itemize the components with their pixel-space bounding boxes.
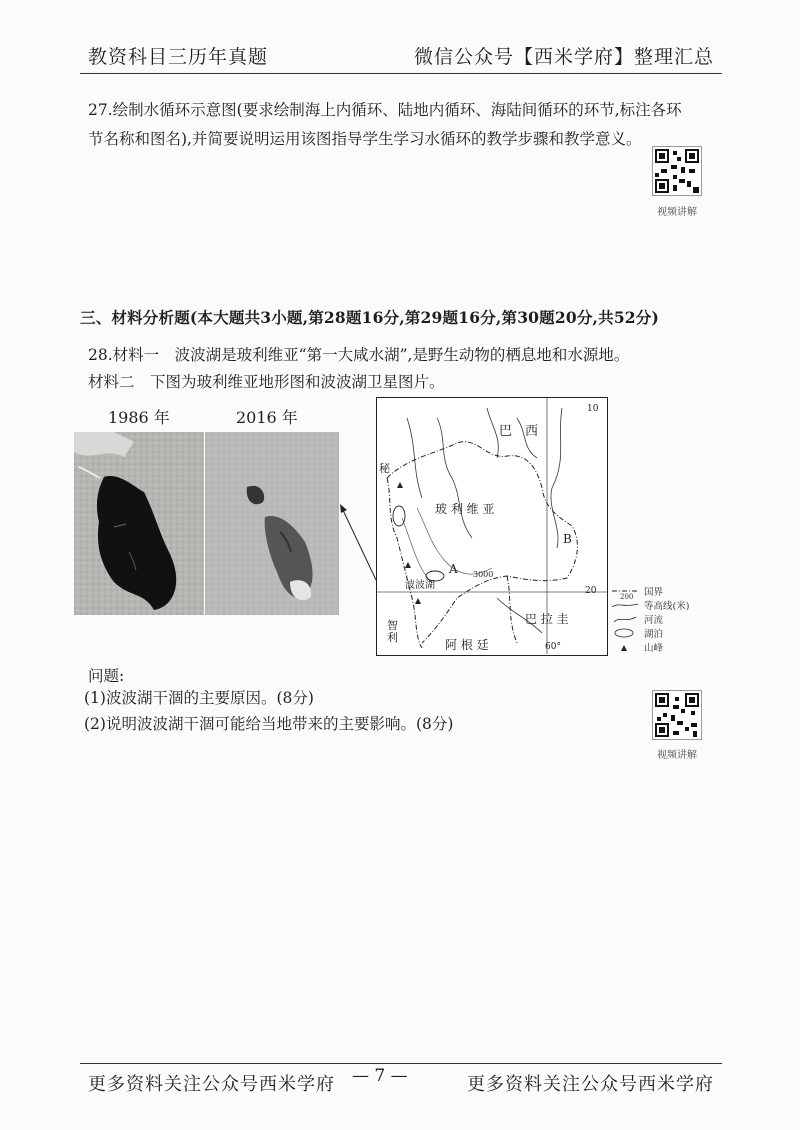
- question-27-line-1: 27.绘制水循环示意图(要求绘制海上内循环、陆地内循环、海陆间循环的环节,标注各环: [88, 101, 682, 119]
- header-right-source: 微信公众号【西米学府】整理汇总: [413, 46, 714, 68]
- map-label-argentina: 阿 根 廷: [445, 638, 489, 652]
- footer-right: 更多资料关注公众号西米学府: [467, 1074, 714, 1095]
- map-point-a: A: [449, 562, 458, 576]
- map-label-chile: 智利: [387, 619, 398, 644]
- lake-symbol-icon: [612, 628, 638, 638]
- bolivia-terrain-map: [376, 397, 608, 656]
- question-label: 问题:: [88, 667, 125, 685]
- legend-lake: 湖泊: [644, 629, 664, 640]
- question-27-line-2: 节名称和图名),并简要说明运用该图指导学生学习水循环的教学步骤和教学意义。: [88, 130, 642, 148]
- map-label-bolivia: 玻 利 维 亚: [435, 502, 495, 516]
- contour-symbol-icon: [612, 600, 638, 610]
- qr-caption: 视频讲解: [657, 207, 697, 218]
- peak-symbol-icon: [612, 642, 638, 652]
- legend-contour: 等高线(米): [644, 601, 690, 612]
- material-1: 28.材料一 波波湖是玻利维亚“第一大咸水湖”,是野生动物的栖息地和水源地。: [88, 346, 630, 364]
- section-3-heading: 三、材料分析题(本大题共3小题,第28题16分,第29题16分,第30题20分,共52分): [80, 308, 660, 327]
- river-symbol-icon: [612, 614, 638, 624]
- map-lat-label: 20: [585, 586, 597, 596]
- page-number: — 7 —: [352, 1066, 408, 1086]
- satellite-image-2016: [205, 432, 339, 615]
- qr-code-icon[interactable]: [652, 690, 702, 740]
- pointer-arrow-icon: [336, 500, 380, 590]
- question-27: [88, 96, 708, 154]
- map-point-b: B: [563, 532, 572, 546]
- map-label-peru: 秘: [379, 462, 390, 475]
- legend-contour-value: 200: [620, 593, 634, 601]
- map-label-paraguay: 巴 拉 圭: [525, 612, 569, 626]
- material-2: 材料二 下图为玻利维亚地形图和波波湖卫星图片。: [88, 373, 445, 391]
- qr-code-icon[interactable]: [652, 146, 702, 196]
- qr-caption: 视频讲解: [657, 750, 697, 761]
- legend-river: 河流: [644, 615, 664, 626]
- map-lon-label: 60°: [545, 642, 561, 652]
- header-rule: [80, 73, 722, 74]
- map-lat-label: 10: [587, 404, 599, 414]
- map-label-lake: 波波湖: [405, 580, 435, 591]
- map-contour-label: 3000: [473, 570, 494, 579]
- map-legend: [612, 584, 702, 654]
- sub-question-2: (2)说明波波湖干涸可能给当地带来的主要影响。(8分): [84, 715, 454, 733]
- year-label-2016: 2016 年: [236, 408, 298, 427]
- satellite-image-1986: [74, 432, 204, 615]
- legend-boundary: 国界: [644, 587, 664, 598]
- footer-rule: [80, 1063, 722, 1064]
- footer-left: 更多资料关注公众号西米学府: [88, 1074, 335, 1095]
- legend-peak: 山峰: [644, 643, 664, 654]
- map-label-brazil: 巴 西: [499, 424, 539, 439]
- sub-question-1: (1)波波湖干涸的主要原因。(8分): [84, 689, 314, 707]
- year-label-1986: 1986 年: [108, 408, 170, 427]
- header-left-title: 教资科目三历年真题: [88, 46, 269, 68]
